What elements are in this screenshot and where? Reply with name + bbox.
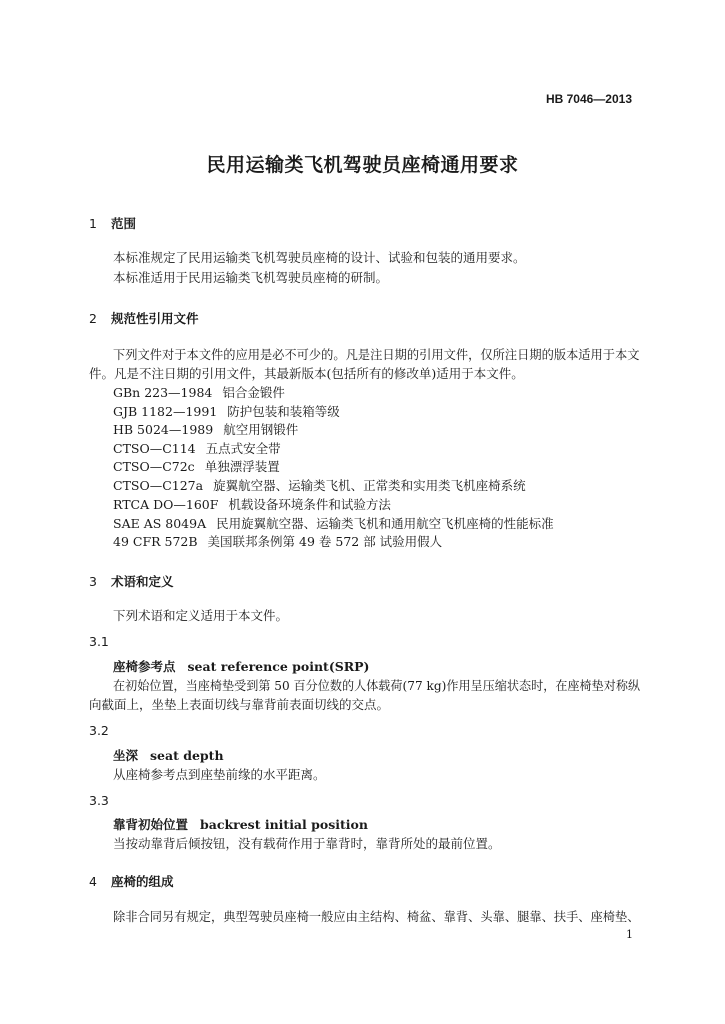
reference-title: 单独漂浮装置: [204, 459, 280, 474]
reference-item: [113, 402, 340, 420]
section-title: 座椅的组成: [111, 874, 174, 889]
reference-item: [113, 383, 285, 401]
reference-title: 防护包装和装箱等级: [227, 404, 340, 419]
document-title: 民用运输类飞机驾驶员座椅通用要求: [206, 154, 519, 176]
reference-title: 民用旋翼航空器、运输类飞机和通用航空飞机座椅的性能标准: [216, 516, 554, 531]
term-chinese: 靠背初始位置: [113, 817, 189, 832]
reference-item: [113, 495, 391, 513]
terms-intro: 下列术语和定义适用于本文件。: [113, 608, 289, 623]
section-1-heading: [89, 214, 136, 232]
section-4-heading: [89, 872, 174, 890]
scope-paragraph-2: 本标准适用于民用运输类飞机驾驶员座椅的研制。: [113, 270, 389, 285]
reference-code: HB 5024—1989: [113, 422, 214, 437]
reference-code: GJB 1182—1991: [113, 404, 218, 419]
term-number: 3.1: [89, 634, 109, 649]
reference-code: 49 CFR 572B: [113, 534, 198, 549]
section-title: 规范性引用文件: [111, 311, 199, 326]
reference-code: GBn 223—1984: [113, 385, 213, 400]
references-intro-line-1: 下列文件对于本文件的应用是必不可少的。凡是注日期的引用文件，仅所注日期的版本适用于本文: [113, 347, 640, 362]
section-3-heading: [89, 572, 174, 590]
reference-item: [113, 457, 280, 475]
term-chinese: 座椅参考点: [113, 659, 176, 674]
standard-number: HB 7046—2013: [545, 92, 632, 106]
term-heading: [113, 815, 368, 833]
reference-title: 航空用钢锻件: [223, 422, 299, 437]
term-heading: [113, 657, 369, 675]
reference-item: [113, 476, 526, 494]
reference-code: SAE AS 8049A: [113, 516, 207, 531]
section-number: 2: [89, 311, 97, 326]
section-number: 3: [89, 574, 97, 589]
reference-title: 机载设备环境条件和试验方法: [228, 497, 391, 512]
term-english: seat depth: [150, 748, 224, 763]
reference-title: 旋翼航空器、运输类飞机、正常类和实用类飞机座椅系统: [213, 478, 526, 493]
reference-item: [113, 439, 281, 457]
reference-code: CTSO—C127a: [113, 478, 204, 493]
term-definition-line-1: 从座椅参考点到座垫前缘的水平距离。: [113, 767, 326, 782]
term-heading: [113, 746, 224, 764]
reference-title: 美国联邦条例第 49 卷 572 部 试验用假人: [207, 534, 443, 549]
scope-paragraph-1: 本标准规定了民用运输类飞机驾驶员座椅的设计、试验和包装的通用要求。: [113, 250, 526, 265]
term-definition-line-1: 当按动靠背后倾按钮，没有载荷作用于靠背时，靠背所处的最前位置。: [113, 836, 501, 851]
term-english: seat reference point(SRP): [187, 659, 370, 674]
section-title: 范围: [111, 216, 137, 231]
term-definition-line-2: 向截面上，坐垫上表面切线与靠背前表面切线的交点。: [89, 697, 390, 712]
reference-item: [113, 420, 298, 438]
term-number: 3.3: [89, 793, 109, 808]
reference-item: [113, 532, 442, 550]
composition-paragraph: 除非合同另有规定，典型驾驶员座椅一般应由主结构、椅盆、靠背、头靠、腿靠、扶手、座椅垫、: [113, 909, 640, 924]
section-2-heading: [89, 309, 199, 327]
references-intro-line-2: 件。凡是不注日期的引用文件，其最新版本(包括所有的修改单)适用于本文件。: [89, 366, 524, 381]
reference-code: CTSO—C114: [113, 441, 196, 456]
reference-code: CTSO—C72c: [113, 459, 195, 474]
section-title: 术语和定义: [111, 574, 174, 589]
term-english: backrest initial position: [200, 817, 368, 832]
reference-code: RTCA DO—160F: [113, 497, 219, 512]
reference-title: 铝合金锻件: [222, 385, 285, 400]
reference-item: [113, 514, 554, 532]
term-definition-line-1: 在初始位置，当座椅垫受到第 50 百分位数的人体载荷(77 kg)作用呈压缩状态时，在座椅垫对称纵: [113, 678, 641, 693]
page-number: 1: [626, 928, 633, 941]
term-number: 3.2: [89, 723, 109, 738]
reference-title: 五点式安全带: [205, 441, 281, 456]
term-chinese: 坐深: [113, 748, 139, 763]
section-number: 1: [89, 216, 97, 231]
section-number: 4: [89, 874, 97, 889]
